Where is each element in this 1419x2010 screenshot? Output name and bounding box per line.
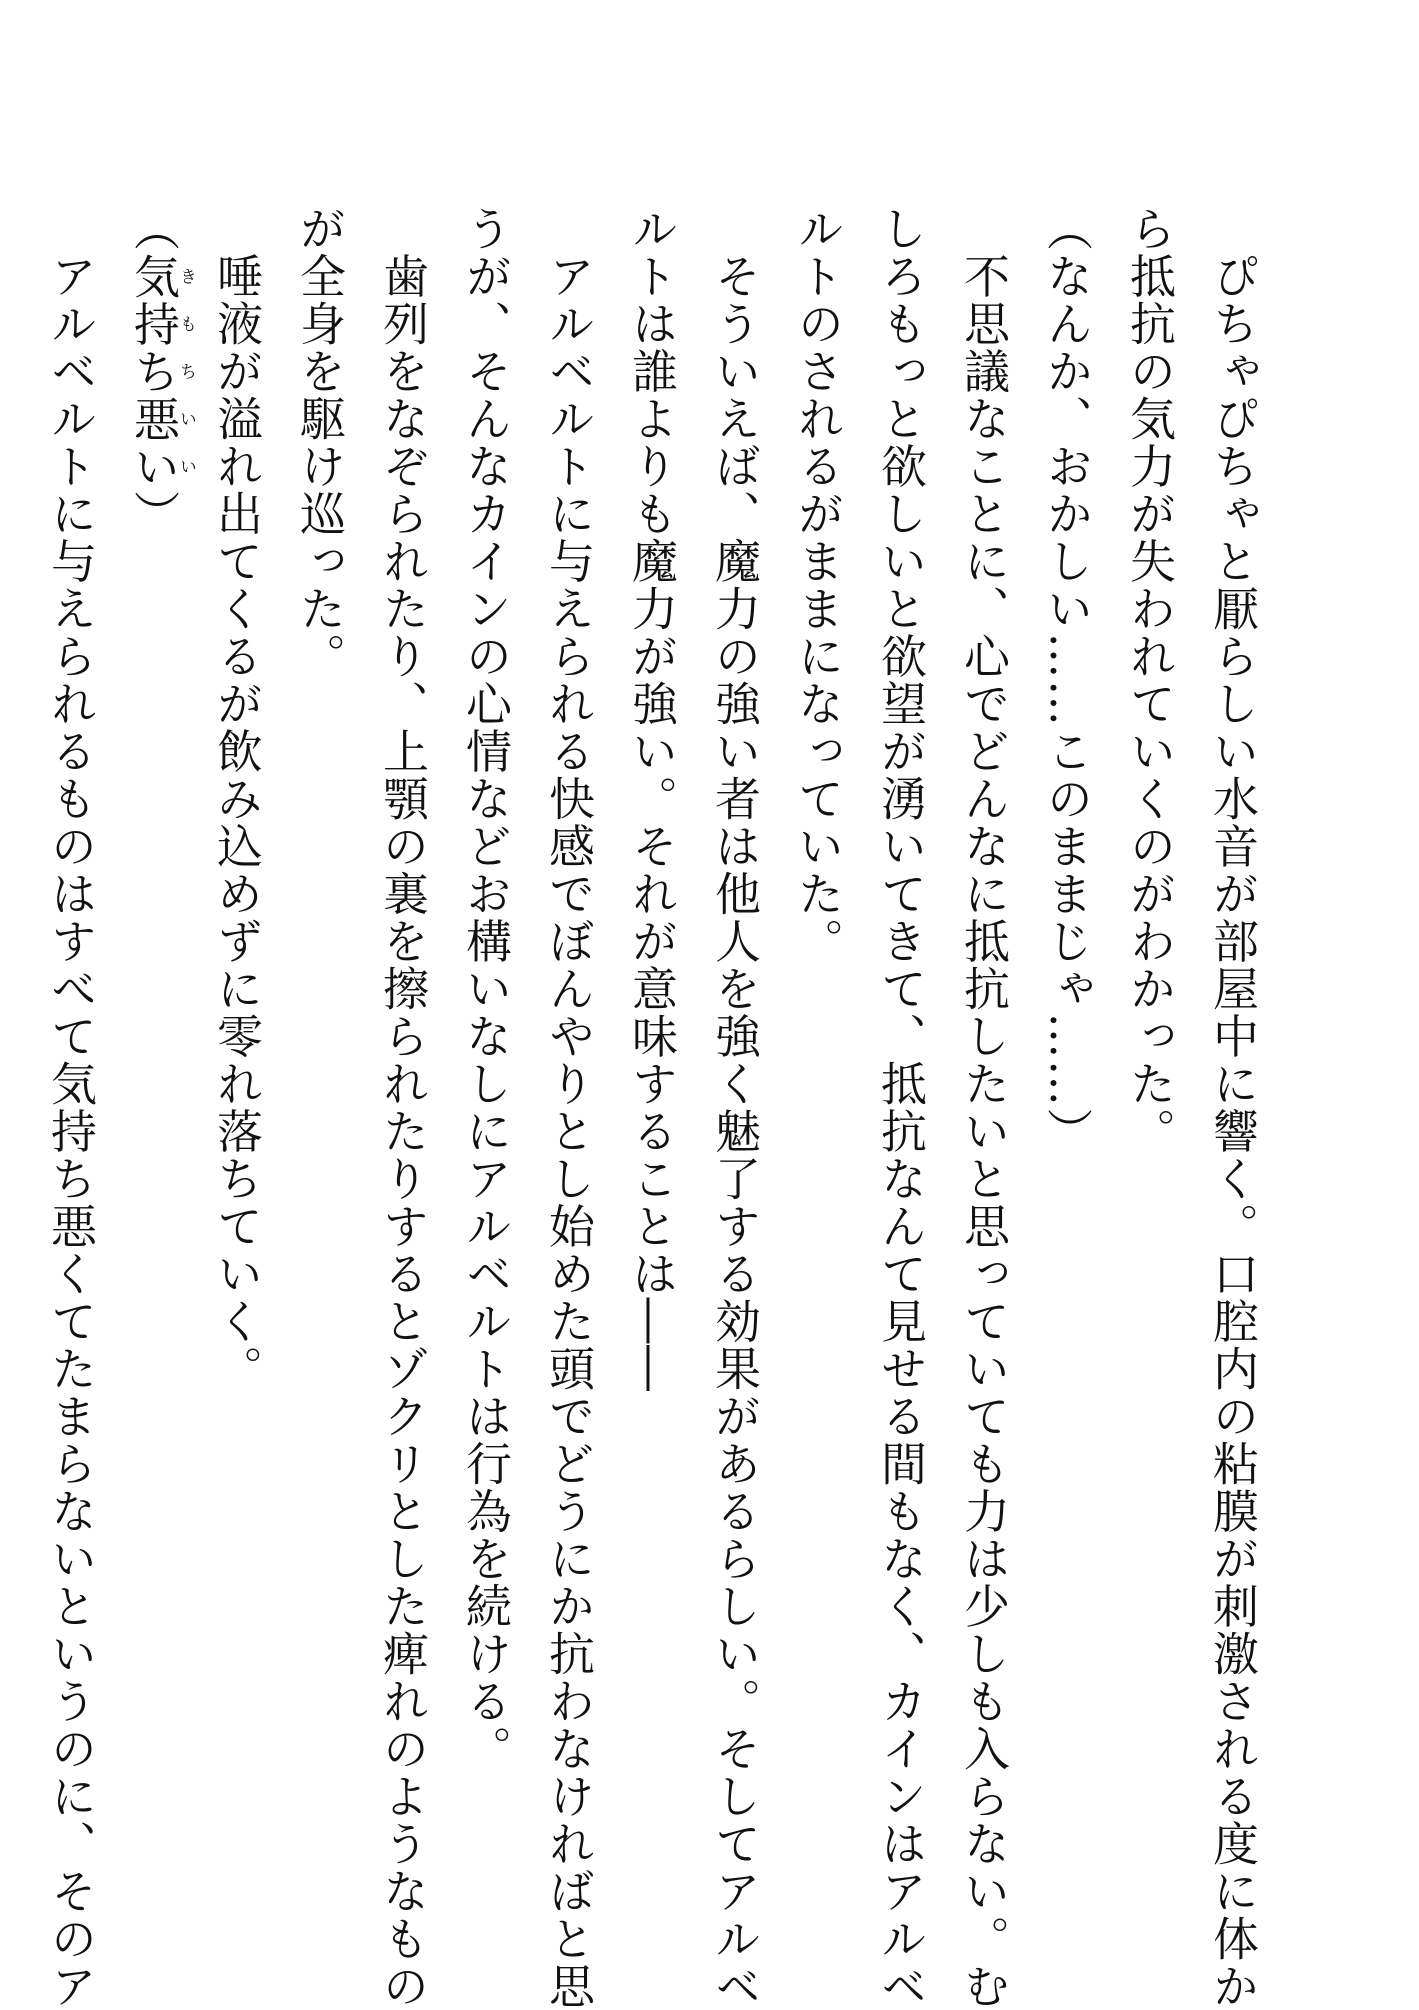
text-line: しろもっと欲しいと欲望が湧いてきて、抵抗なんて見せる間もなく、カインはアルベ bbox=[874, 205, 928, 2010]
ruby-base: 気持ち悪い bbox=[127, 252, 181, 490]
ruby-reading: きもちいい bbox=[176, 252, 196, 490]
text-line: 不思議なことに、心でどんなに抵抗したいと思っていても力は少しも入らない。む bbox=[957, 205, 1011, 2010]
text-line: うが、そんなカインの心情などお構いなしにアルベルトは行為を続ける。 bbox=[459, 205, 513, 1773]
paren-open: （ bbox=[127, 205, 181, 253]
text-line: ぴちゃぴちゃと厭らしい水音が部屋中に響く。口腔内の粘膜が刺激される度に体か bbox=[1206, 205, 1260, 2010]
vertical-text-body bbox=[44, 205, 1274, 2010]
text-line: 歯列をなぞられたり、上顎の裏を擦られたりするとゾクリとした痺れのようなもの bbox=[376, 205, 430, 2010]
ruby-annotation bbox=[127, 252, 196, 491]
text-line: ルトのされるがままになっていた。 bbox=[791, 205, 845, 965]
paren-close: ） bbox=[127, 490, 181, 538]
text-line: が全身を駆け巡った。 bbox=[293, 205, 347, 680]
text-line: （なんか、おかしい……このままじゃ……） bbox=[1040, 205, 1094, 1155]
text-line-with-ruby bbox=[112, 205, 195, 1905]
text-line: アルベルトに与えられるものはすべて気持ち悪くてたまらないというのに、そのア bbox=[44, 205, 98, 2010]
text-line: そういえば、魔力の強い者は他人を強く魅了する効果があるらしい。そしてアルベ bbox=[708, 205, 762, 2010]
text-line: ら抵抗の気力が失われていくのがわかった。 bbox=[1123, 205, 1177, 1155]
text-line: 唾液が溢れ出てくるが飲み込めずに零れ落ちていく。 bbox=[210, 205, 264, 1393]
text-line: アルベルトに与えられる快感でぼんやりとし始めた頭でどうにか抗わなければと思 bbox=[542, 205, 596, 2010]
text-line: ルトは誰よりも魔力が強い。それが意味することは―― bbox=[625, 205, 679, 1393]
